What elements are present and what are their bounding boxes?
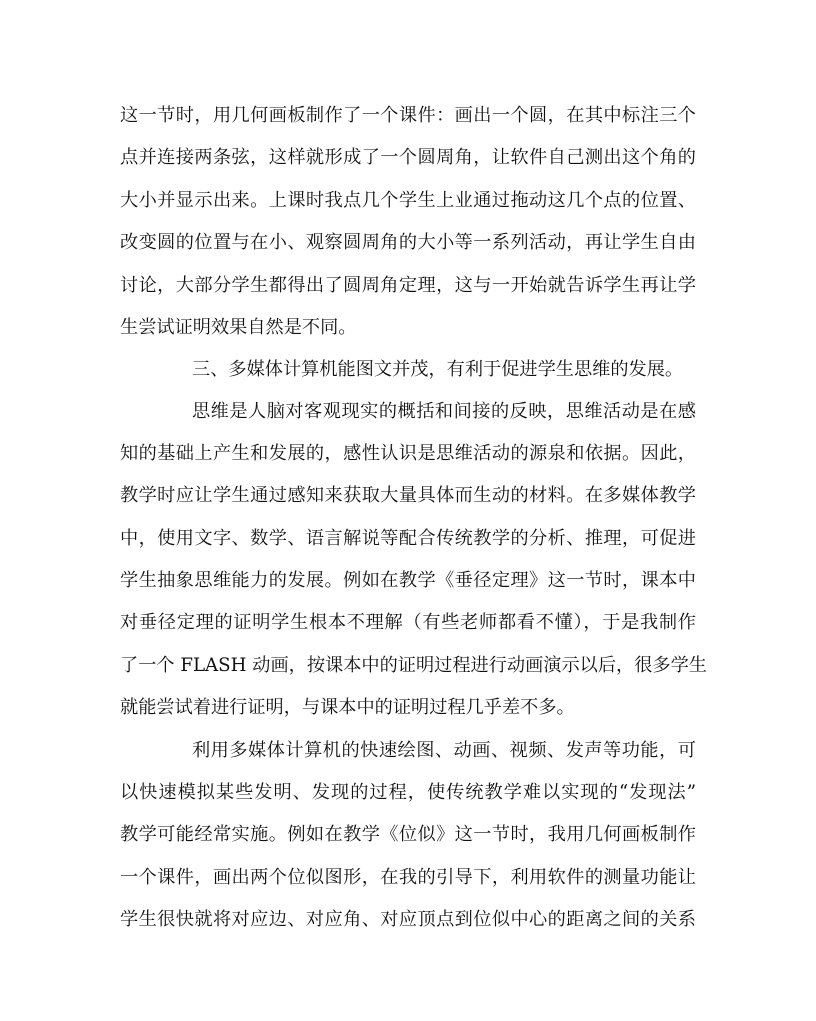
paragraph-line: 这一节时，用几何画板制作了一个课件：画出一个圆，在其中标注三个 (120, 105, 696, 126)
paragraph-line: 大小并显示出来。上课时我点几个学生上业通过拖动这几个点的位置、 (120, 190, 696, 211)
paragraph-line: 点并连接两条弦，这样就形成了一个圆周角，让软件自己测出这个角的 (120, 147, 696, 168)
paragraph-line: 对垂径定理的证明学生根本不理解（有些老师都看不懂），于是我制作 (120, 612, 696, 633)
paragraph-line: 一个课件，画出两个位似图形，在我的引导下，利用软件的测量功能让 (120, 867, 696, 888)
paragraph-line: 知的基础上产生和发展的，感性认识是思维活动的源泉和依据。因此， (120, 443, 696, 464)
paragraph-line: 教学可能经常实施。例如在教学《位似》这一节时，我用几何画板制作 (120, 824, 696, 845)
paragraph-line: 讨论，大部分学生都得出了圆周角定理，这与一开始就告诉学生再让学 (120, 275, 696, 296)
paragraph-line: 中，使用文字、数学、语言解说等配合传统教学的分析、推理，可促进 (120, 528, 696, 549)
paragraph-line: 以快速模拟某些发明、发现的过程，使传统教学难以实现的“发现法” (120, 782, 696, 803)
paragraph-line: 生尝试证明效果自然是不同。 (120, 317, 357, 338)
paragraph-line: 就能尝试着进行证明，与课本中的证明过程几乎差不多。 (120, 697, 575, 718)
paragraph-line: 教学时应让学生通过感知来获取大量具体而生动的材料。在多媒体教学 (120, 485, 696, 506)
paragraph-line: 改变圆的位置与在小、观察圆周角的大小等一系列活动，再让学生自由 (120, 232, 696, 253)
paragraph-line: 学生很快就将对应边、对应角、对应顶点到位似中心的距离之间的关系 (120, 909, 696, 930)
paragraph-line: 学生抽象思维能力的发展。例如在教学《垂径定理》这一节时，课本中 (120, 570, 696, 591)
section-heading: 三、多媒体计算机能图文并茂，有利于促进学生思维的发展。 (192, 359, 684, 380)
paragraph-line: 了一个 FLASH 动画，按课本中的证明过程进行动画演示以后，很多学生 (120, 655, 707, 676)
paragraph-line: 利用多媒体计算机的快速绘图、动画、视频、发声等功能，可 (192, 740, 696, 761)
paragraph-line: 思维是人脑对客观现实的概括和间接的反映，思维活动是在感 (192, 401, 696, 422)
